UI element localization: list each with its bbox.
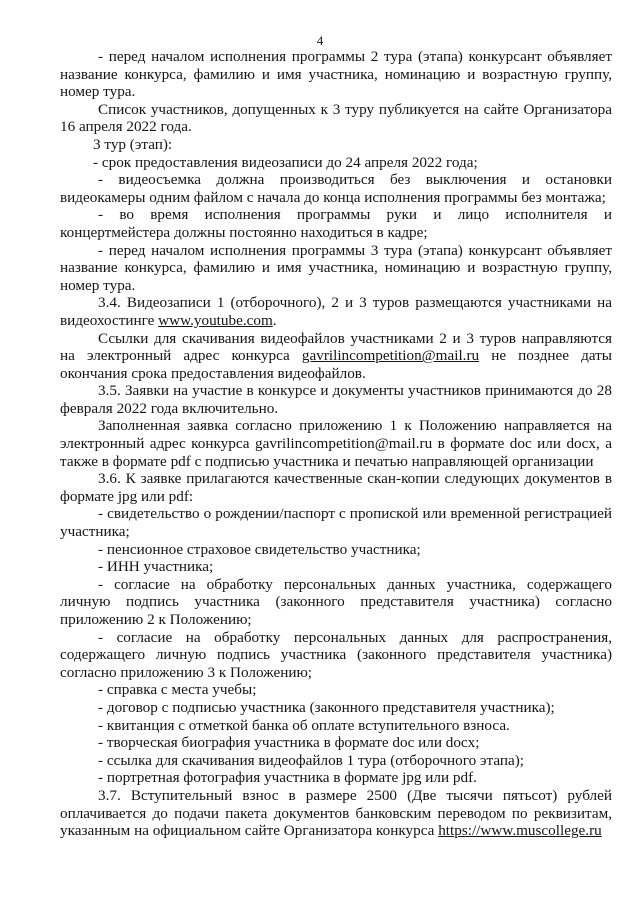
paragraph: - творческая биография участника в формате doc или docx;: [98, 734, 480, 752]
paragraph: 3 тур (этап):: [93, 135, 173, 153]
paragraph: - квитанция с отметкой банка об оплате вступительного взноса.: [98, 716, 510, 734]
paragraph: - во время исполнения программы руки и лицо исполнителя и концертмейстера должны постоянно находиться в кадре;: [60, 206, 612, 241]
paragraph: - срок предоставления видеозаписи до 24 апреля 2022 года;: [93, 153, 478, 171]
paragraph: - ссылка для скачивания видеофайлов 1 тура (отборочного этапа);: [98, 751, 525, 769]
paragraph: - перед началом исполнения программы 3 тура (этапа) конкурсант объявляет название конкурса, фамилию и имя участника, номинацию и возрастную группу, номер тура.: [60, 241, 612, 294]
document-body: [60, 48, 612, 840]
paragraph: [60, 330, 612, 383]
paragraph: [60, 294, 612, 329]
paragraph-text: 3.7. Вступительный взнос в размере 2500 (Две тысячи пятьсот) рублей оплачивается до подачи пакета документов банковским переводом по реквизитам, указанным на официальном сайте Организатора конкурса: [60, 786, 612, 840]
paragraph: [60, 787, 612, 840]
paragraph: - видеосъемка должна производиться без выключения и остановки видеокамеры одним файлом с начала до конца исполнения программы без монтажа;: [60, 171, 612, 206]
link[interactable]: https://www.muscollege.ru: [438, 822, 602, 840]
link[interactable]: gavrilincompetition@mail.ru: [301, 347, 480, 365]
paragraph-text: 3.4. Видеозаписи 1 (отборочного), 2 и 3 туров размещаются участниками на видеохостинге: [60, 294, 612, 329]
paragraph: 3.5. Заявки на участие в конкурсе и документы участников принимаются до 28 февраля 2022 года включительно.: [60, 382, 612, 417]
link[interactable]: www.youtube.com: [158, 311, 273, 329]
page-number: 4: [316, 33, 324, 48]
paragraph: - свидетельство о рождении/паспорт с пропиской или временной регистрацией участника;: [60, 505, 612, 541]
paragraph: - согласие на обработку персональных данных для распространения, содержащего личную подпись участника (законного представителя участника) согласно приложению 3 к Положению;: [60, 628, 612, 681]
paragraph: 3.6. К заявке прилагаются качественные скан-копии следующих документов в формате jpg или pdf:: [60, 470, 612, 505]
paragraph: - ИНН участника;: [98, 558, 214, 576]
paragraph: - портретная фотография участника в формате jpg или pdf.: [98, 769, 477, 787]
paragraph-text: .: [272, 311, 277, 329]
paragraph: - договор с подписью участника (законного представителя участника);: [98, 698, 555, 716]
paragraph: - пенсионное страховое свидетельство участника;: [98, 540, 421, 558]
paragraph: Заполненная заявка согласно приложению 1 к Положению направляется на электронный адрес конкурса gavrilincompetition@mail.ru в формате doc или docx, а также в формате pdf с подписью участника и печатью направляющей организации: [60, 417, 612, 470]
paragraph: Список участников, допущенных к 3 туру публикуется на сайте Организатора 16 апреля 2022 года.: [60, 100, 612, 136]
paragraph: - справка с места учебы;: [98, 681, 257, 699]
paragraph-text: Ссылки для скачивания видеофайлов участниками 2 и 3 туров направляются на электронный адрес конкурса: [60, 329, 612, 365]
paragraph: - перед началом исполнения программы 2 тура (этапа) конкурсант объявляет название конкурса, фамилию и имя участника, номинацию и возрастную группу, номер тура.: [60, 48, 612, 101]
paragraph-text: не позднее даты окончания срока предоставления видеофайлов.: [60, 347, 612, 382]
paragraph: - согласие на обработку персональных данных участника, содержащего личную подпись участника (законного представителя участника) согласно приложению 2 к Положению;: [60, 575, 612, 628]
